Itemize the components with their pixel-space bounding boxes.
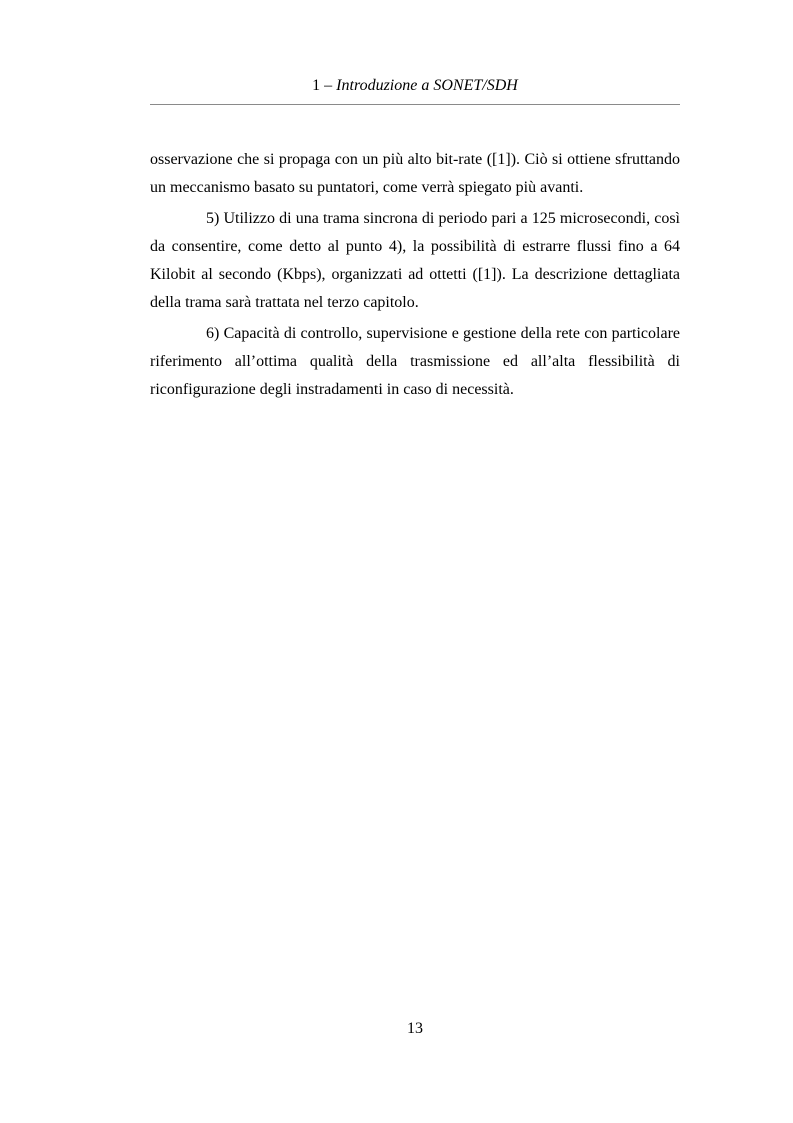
chapter-number: 1 [312,77,321,94]
chapter-title: Introduzione a SONET/SDH [336,77,518,94]
paragraph-point-6: 6) Capacità di controllo, supervisione e gestione della rete con particolare riferimento all’ottima qualità della trasmissione ed all’alta flessibilità di riconfigurazione degli instradamenti in caso di necessità. [150,325,680,398]
paragraph-point-5: 5) Utilizzo di una trama sincrona di periodo pari a 125 microsecondi, così da consentire, come detto al punto 4), la possibilità di estrarre flussi fino a 64 Kilobit al secondo (Kbps), organizzati ad ottetti ([1]). La descrizione dettagliata della trama sarà trattata nel terzo capitolo. [150,210,680,311]
paragraph-continuation: osservazione che si propaga con un più alto bit-rate ([1]). Ciò si ottiene sfruttando un meccanismo basato su puntatori, come verrà spiegato più avanti. [150,151,680,196]
header-divider [150,104,680,105]
body-text [150,146,680,407]
running-header [150,74,680,98]
page-number: 13 [407,1020,423,1037]
header-separator: – [320,77,337,94]
